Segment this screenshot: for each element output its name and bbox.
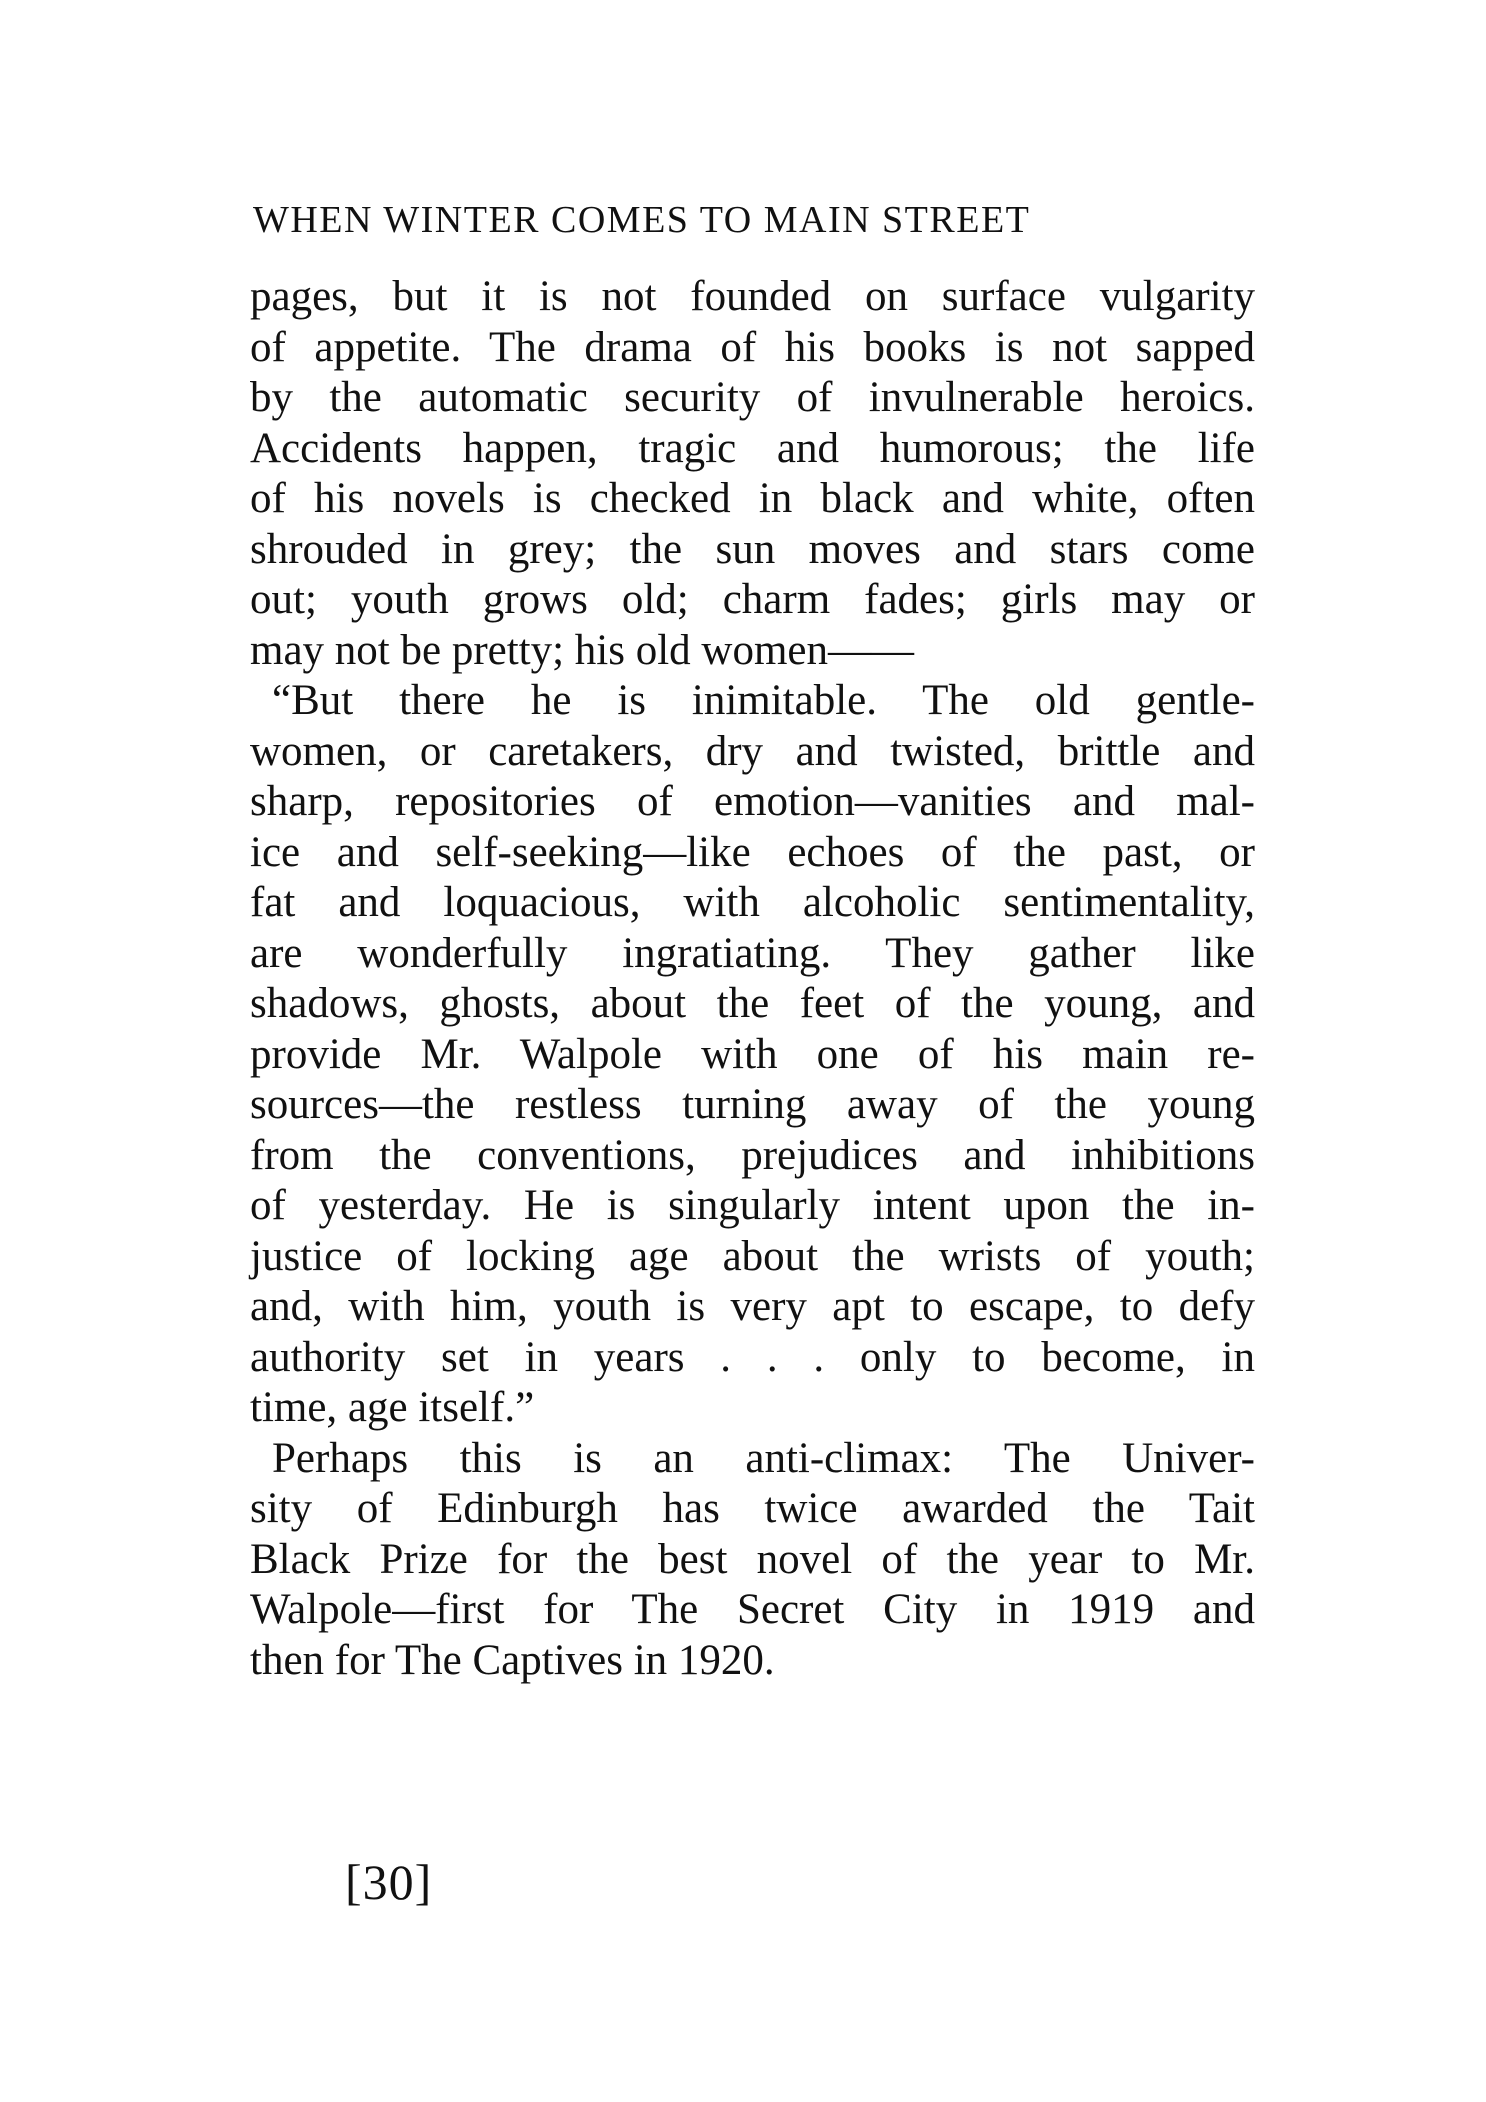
text-line: ice and self-seeking—like echoes of the past, or <box>250 828 1255 876</box>
text-line: Black Prize for the best novel of the year to Mr. <box>250 1535 1255 1583</box>
text-line: provide Mr. Walpole with one of his main re- <box>250 1030 1255 1078</box>
text-line: Walpole—first for The Secret City in 1919 and <box>250 1586 1255 1633</box>
text-line: women, or caretakers, dry and twisted, brittle and <box>250 727 1255 775</box>
text-line: may not be pretty; his old women—— <box>250 626 915 674</box>
text-line: are wonderfully ingratiating. They gather like <box>250 929 1255 977</box>
text-line: sity of Edinburgh has twice awarded the Tait <box>250 1485 1255 1532</box>
text-line: pages, but it is not founded on surface vulgarity <box>250 273 1255 320</box>
text-line: from the conventions, prejudices and inhibitions <box>250 1131 1255 1179</box>
text-line: time, age itself.” <box>250 1384 535 1431</box>
running-head: WHEN WINTER COMES TO MAIN STREET <box>253 199 1031 241</box>
text-line: of appetite. The drama of his books is not sapped <box>250 323 1255 371</box>
text-line: sharp, repositories of emotion—vanities and mal- <box>250 778 1255 825</box>
text-line: and, with him, youth is very apt to escape, to defy <box>250 1283 1255 1330</box>
text-line: Perhaps this is an anti-climax: The Univer- <box>272 1434 1255 1482</box>
text-line: fat and loquacious, with alcoholic sentimentality, <box>250 879 1255 926</box>
text-line: shrouded in grey; the sun moves and stars come <box>250 525 1255 573</box>
text-line: “But there he is inimitable. The old gentle- <box>272 677 1255 724</box>
text-line: by the automatic security of invulnerable heroics. <box>250 374 1255 421</box>
text-line: Accidents happen, tragic and humorous; the life <box>250 424 1255 472</box>
text-line: out; youth grows old; charm fades; girls may or <box>250 576 1255 623</box>
page-number: [30] <box>345 1854 433 1910</box>
text-line: then for The Captives in 1920. <box>250 1636 775 1684</box>
text-line: sources—the restless turning away of the young <box>250 1081 1255 1128</box>
text-line: shadows, ghosts, about the feet of the young, and <box>250 980 1255 1027</box>
text-line: authority set in years . . . only to become, in <box>250 1333 1255 1381</box>
body-text <box>250 272 1255 1686</box>
text-line: of yesterday. He is singularly intent upon the in- <box>250 1182 1255 1229</box>
text-line: of his novels is checked in black and white, often <box>250 475 1255 522</box>
text-line: justice of locking age about the wrists of youth; <box>250 1232 1255 1280</box>
